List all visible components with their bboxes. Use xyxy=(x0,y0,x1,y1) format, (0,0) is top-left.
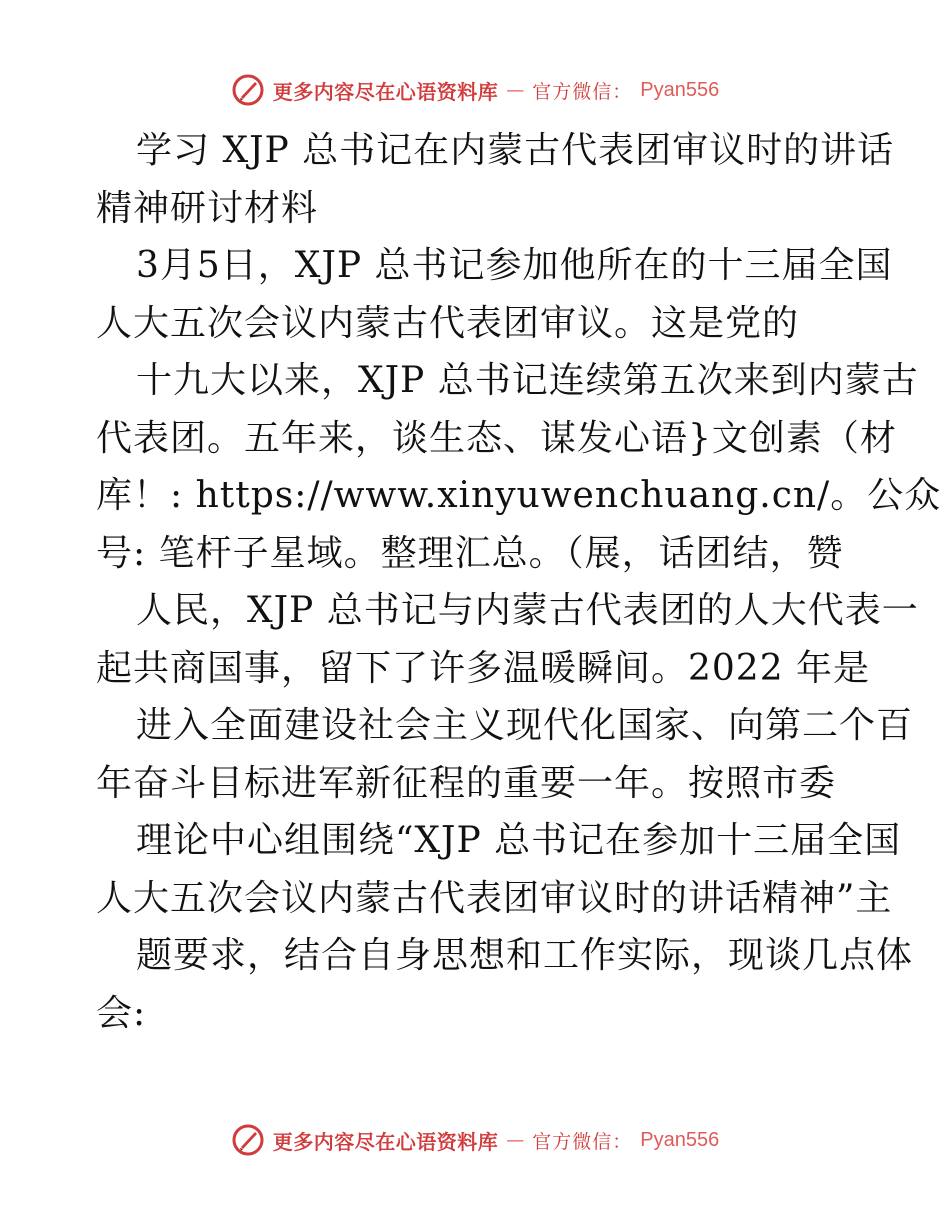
quill-logo-icon xyxy=(231,73,265,107)
header-watermark xyxy=(0,70,950,110)
document-line: 题要求，结合自身思想和工作实际，现谈几点体 xyxy=(136,935,914,976)
watermark-brand: 更多内容尽在心语资料库 xyxy=(272,79,499,104)
watermark-brand: 更多内容尽在心语资料库 xyxy=(272,1129,499,1154)
document-line: 人民，XJP 总书记与内蒙古代表团的人大代表一 xyxy=(136,590,919,631)
document-body xyxy=(96,122,942,1042)
document-line: 理论中心组围绕“XJP 总书记在参加十三届全国 xyxy=(136,820,902,861)
document-line: 号: 笔杆子星域。整理汇总。（展，话团结，赞 xyxy=(96,532,844,574)
document-line: 代表团。五年来，谈生态、谋发心语}文创素（材 xyxy=(96,417,897,459)
document-line: 学习 XJP 总书记在内蒙古代表团审议时的讲话 xyxy=(136,130,895,171)
document-line: 库！: https://www.xinyuwenchuang.cn/。公众 xyxy=(96,475,942,516)
document-line: 3月5日，XJP 总书记参加他所在的十三届全国 xyxy=(136,245,893,286)
quill-logo-icon xyxy=(231,1123,265,1157)
document-line: 十九大以来，XJP 总书记连续第五次来到内蒙古 xyxy=(136,360,919,401)
watermark-wechat-id: Pyan556 xyxy=(640,78,720,101)
document-line: 精神研讨材料 xyxy=(96,187,319,229)
watermark-wechat-label: 官方微信： xyxy=(532,80,633,103)
watermark-separator: — xyxy=(506,79,525,101)
watermark-wechat-label: 官方微信： xyxy=(532,1130,633,1153)
document-line: 年奋斗目标进军新征程的重要一年。按照市委 xyxy=(96,762,837,804)
watermark-separator: — xyxy=(506,1129,525,1151)
footer-watermark xyxy=(0,1120,950,1160)
document-line: 进入全面建设社会主义现代化国家、向第二个百 xyxy=(136,705,914,746)
document-line: 人大五次会议内蒙古代表团审议时的讲话精神”主 xyxy=(96,877,893,919)
document-line: 起共商国事，留下了许多温暖瞬间。2022 年是 xyxy=(96,647,871,689)
document-line: 人大五次会议内蒙古代表团审议。这是党的 xyxy=(96,302,800,344)
document-line: 会: xyxy=(96,992,147,1034)
watermark-wechat-id: Pyan556 xyxy=(640,1128,720,1151)
